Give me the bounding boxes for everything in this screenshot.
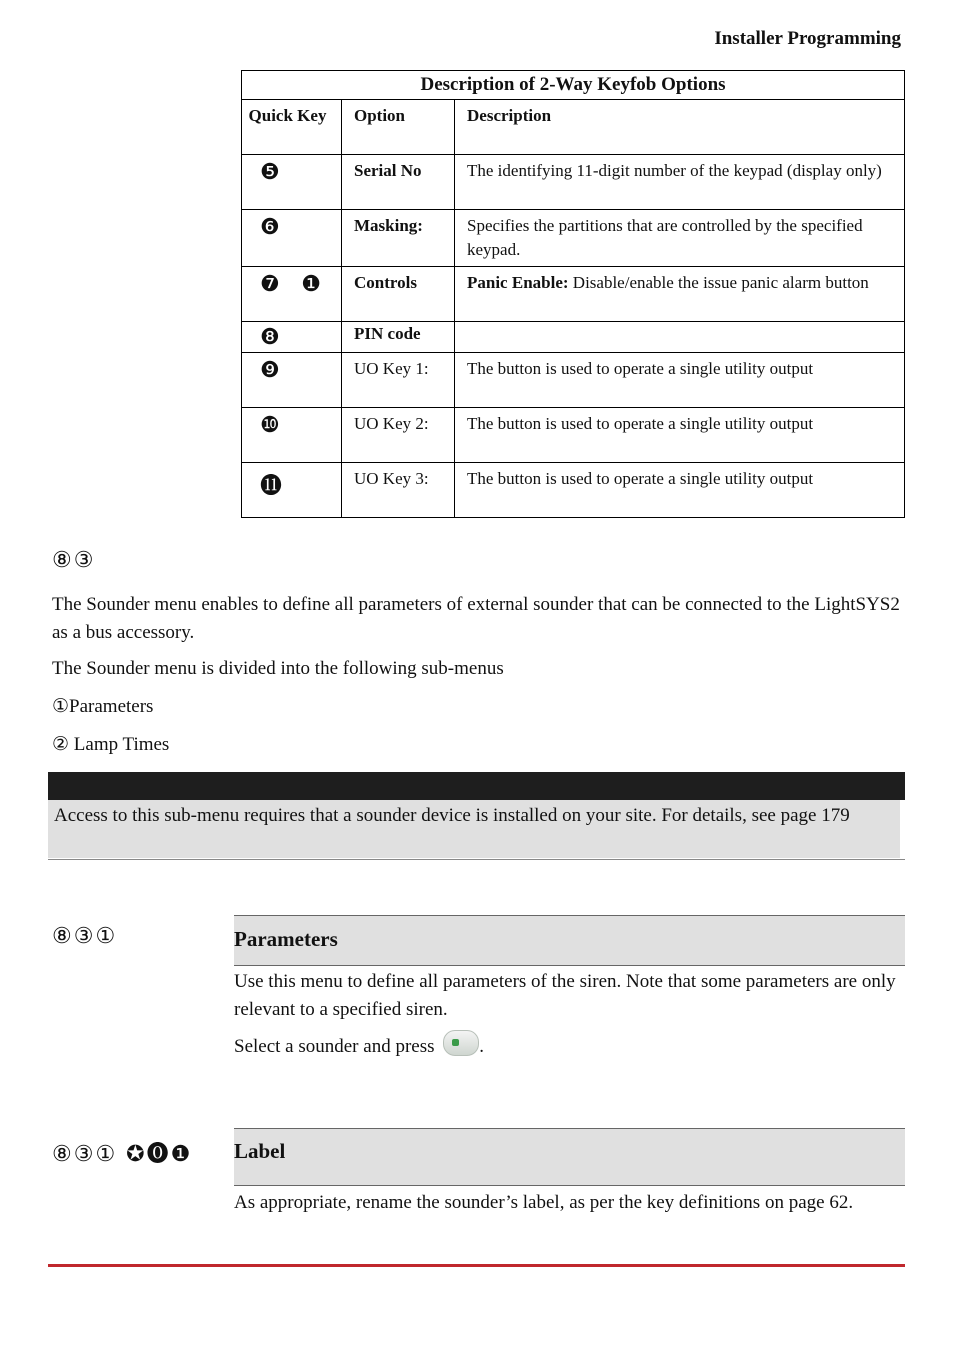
submenu-item-lamp-times: ② Lamp Times bbox=[52, 734, 170, 755]
quick-key-icon: ❽ bbox=[260, 324, 280, 349]
parameters-menu-number: ⑧③① bbox=[52, 924, 118, 949]
column-header-quick-key: Quick Key bbox=[242, 100, 342, 155]
note-header-bar bbox=[48, 772, 905, 800]
quick-key-icon: ❻ bbox=[260, 214, 280, 239]
quick-key-icon: ❿ bbox=[260, 412, 280, 437]
keyfob-options-table bbox=[241, 70, 905, 518]
divider bbox=[48, 859, 905, 860]
label-section-title: Label bbox=[234, 1139, 286, 1163]
option-description-bold: Panic Enable: bbox=[467, 273, 569, 292]
quick-key-icon: ❺ bbox=[260, 159, 280, 184]
table-row bbox=[242, 267, 905, 322]
quick-key-icon: ❾ bbox=[260, 357, 280, 382]
option-name: Serial No bbox=[342, 155, 455, 210]
parameters-section-title: Parameters bbox=[234, 927, 338, 951]
option-description: The button is used to operate a single utility output bbox=[455, 408, 905, 463]
option-description: The button is used to operate a single utility output bbox=[455, 463, 905, 518]
option-name: Masking: bbox=[342, 210, 455, 267]
option-description: The identifying 11-digit number of the keypad (display only) bbox=[455, 155, 905, 210]
parameters-instruction bbox=[234, 1030, 484, 1061]
option-name: UO Key 2: bbox=[342, 408, 455, 463]
parameters-instruction-text: Select a sounder and press bbox=[234, 1036, 435, 1057]
label-section-header bbox=[234, 1128, 905, 1186]
footer-rule bbox=[48, 1264, 905, 1267]
table-row bbox=[242, 353, 905, 408]
label-menu-number: ⑧③① ✪⓿❶ bbox=[52, 1142, 193, 1167]
table-row bbox=[242, 408, 905, 463]
parameters-section-header bbox=[234, 915, 905, 966]
option-description bbox=[455, 322, 905, 353]
option-name: PIN code bbox=[342, 322, 455, 353]
option-name: Controls bbox=[342, 267, 455, 322]
parameters-instruction-end: . bbox=[479, 1036, 484, 1057]
table-row bbox=[242, 463, 905, 518]
label-description: As appropriate, rename the sounder’s label, as per the key definitions on page 62. bbox=[234, 1192, 854, 1213]
submenu-item-parameters: ①Parameters bbox=[52, 696, 154, 717]
page-header-title: Installer Programming bbox=[714, 28, 901, 49]
quick-key-icon: ⓫ bbox=[260, 473, 283, 498]
option-name: UO Key 1: bbox=[342, 353, 455, 408]
option-description bbox=[455, 267, 905, 322]
quick-key-icon: ❼ ❶ bbox=[260, 271, 329, 296]
table-row bbox=[242, 210, 905, 267]
option-description: The button is used to operate a single utility output bbox=[455, 353, 905, 408]
option-name: UO Key 3: bbox=[342, 463, 455, 518]
column-header-description: Description bbox=[455, 100, 905, 155]
sounder-intro-text: The Sounder menu enables to define all parameters of external sounder that can be connected to the LightSYS2 as a bus accessory. bbox=[52, 594, 900, 643]
parameters-description: Use this menu to define all parameters of the siren. Note that some parameters are only relevant to a specified siren. bbox=[234, 971, 896, 1020]
table-row bbox=[242, 322, 905, 353]
sounder-submenu-intro: The Sounder menu is divided into the following sub-menus bbox=[52, 658, 504, 679]
table-caption: Description of 2-Way Keyfob Options bbox=[242, 71, 905, 100]
sounder-menu-number: ⑧③ bbox=[52, 548, 96, 573]
note-text: Access to this sub-menu requires that a sounder device is installed on your site. For details, see page 179 bbox=[48, 800, 900, 858]
option-description: Specifies the partitions that are controlled by the specified keypad. bbox=[455, 210, 905, 267]
column-header-option: Option bbox=[342, 100, 455, 155]
option-description-text: Disable/enable the issue panic alarm button bbox=[568, 273, 869, 292]
ok-key-icon bbox=[443, 1030, 479, 1056]
table-row bbox=[242, 155, 905, 210]
